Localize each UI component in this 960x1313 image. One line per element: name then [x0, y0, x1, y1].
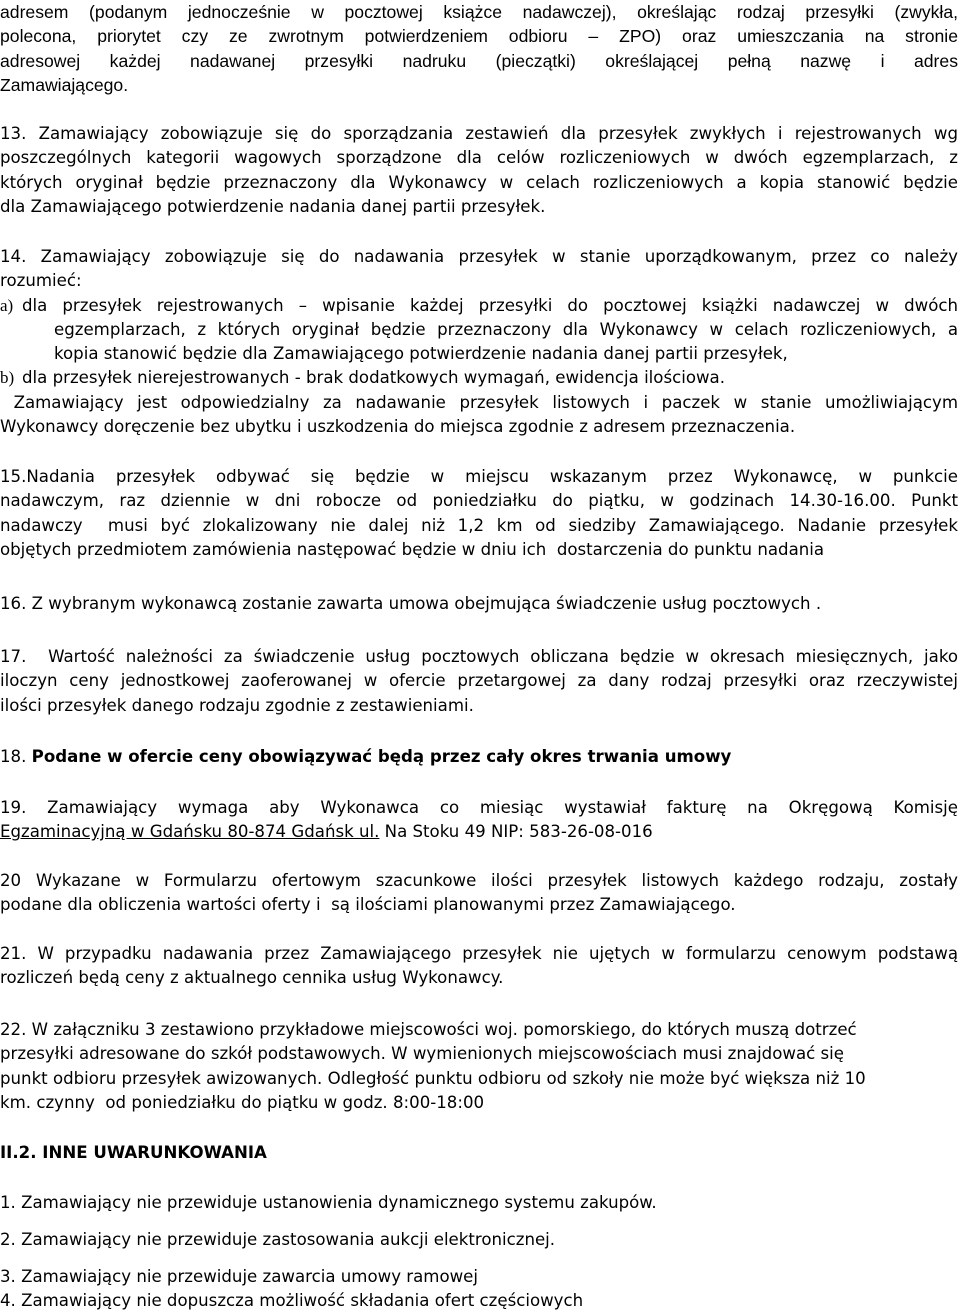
paragraph-19 [0, 796, 958, 845]
text-line: 13. Zamawiający zobowiązuje się do sporządzania zestawień dla przesyłek zwykłych i rejestrowanych wg [0, 124, 958, 143]
underlined-address: Egzaminacyjną w Gdańsku 80-874 Gdańsk ul. [0, 822, 380, 842]
list-item: 1. Zamawiający nie przewiduje ustanowienia dynamicznego systemu zakupów. [0, 1193, 657, 1212]
section-heading [0, 1141, 958, 1165]
text-line: nadawczym, raz dziennie w dni robocze od poniedziałku do piątku, w godzinach 14.30-16.00. Punkt [0, 491, 958, 511]
text-line: 16. Z wybranym wykonawcą zostanie zawarta umowa obejmująca świadczenie usług pocztowych . [0, 594, 822, 613]
text-line [0, 820, 958, 844]
text-line: 22. W załączniku 3 zestawiono przykładowe miejscowości woj. pomorskiego, do których muszą dotrzeć [0, 1020, 857, 1039]
text-line: km. czynny od poniedziałku do piątku w godz. 8:00-18:00 [0, 1092, 485, 1112]
text-line: rozumieć: [0, 271, 82, 291]
text-line: 14. Zamawiający zobowiązuje się do nadawania przesyłek w stanie uporządkowanym, przez co należy [0, 247, 958, 266]
text-line: Zamawiającego. [0, 74, 129, 95]
text-line [0, 366, 958, 390]
paragraph-number: 18. [0, 747, 32, 766]
section-item-2 [0, 1228, 958, 1252]
paragraph-18 [0, 745, 958, 769]
list-item-b [0, 366, 958, 390]
text-line: przesyłki adresowane do szkół podstawowych. W wymienionych miejscowościach musi znajdować się [0, 1044, 844, 1064]
paragraph-22 [0, 1018, 935, 1115]
text-line: ilości przesyłek danego rodzaju zgodnie z zestawieniami. [0, 695, 474, 715]
text-line: 17. Wartość należności za świadczenie usług pocztowych obliczana będzie w okresach miesięcznych, jako [0, 647, 958, 666]
paragraph-15 [0, 465, 958, 562]
text-line: 19. Zamawiający wymaga aby Wykonawca co miesiąc wystawiał fakturę na Okręgową Komisję [0, 798, 958, 817]
text-line: adresem (podanym jednocześnie w pocztowej książce nadawczej), określając rodzaj przesyłki (zwykła, [0, 2, 958, 22]
text-line: których oryginał będzie przeznaczony dla Wykonawcy w celach rozliczeniowych a kopia stanowić będzie [0, 172, 958, 192]
intro-paragraph [0, 0, 958, 97]
section-item-1 [0, 1191, 958, 1215]
paragraph-14 [0, 245, 958, 439]
text-line: nadawczy musi być zlokalizowany nie dalej niż 1,2 km od siedziby Zamawiającego. Nadanie przesyłek [0, 515, 958, 535]
list-marker: b) [0, 368, 15, 388]
list-item: 2. Zamawiający nie przewiduje zastosowania aukcji elektronicznej. [0, 1230, 556, 1249]
paragraph-20 [0, 869, 958, 918]
text-line: kopia stanowić będzie dla Zamawiającego potwierdzenie nadania danej partii przesyłek, [54, 344, 788, 364]
text-line: egzemplarzach, z których oryginał będzie przeznaczony dla Wykonawcy w celach rozliczeniowych, a [54, 319, 958, 339]
text-line: 20 Wykazane w Formularzu ofertowym szacunkowe ilości przesyłek listowych każdego rodzaju, zostały [0, 871, 958, 890]
text-line: dla Zamawiającego potwierdzenie nadania danej partii przesyłek. [0, 196, 546, 216]
section-title: II.2. INNE UWARUNKOWANIA [0, 1143, 267, 1162]
text-line: punkt odbioru przesyłek awizowanych. Odległość punktu odbioru od szkoły nie może być większa niż 10 [0, 1068, 866, 1088]
paragraph-13 [0, 122, 958, 219]
paragraph-21 [0, 942, 958, 991]
text-line: rozliczeń będą ceny z aktualnego cennika usług Wykonawcy. [0, 968, 504, 988]
list-marker: a) [0, 295, 14, 315]
text-line: Zamawiający jest odpowiedzialny za nadawanie przesyłek listowych i paczek w stanie umożliwiającym [0, 392, 958, 412]
list-item: 4. Zamawiający nie dopuszcza możliwość składania ofert częściowych [0, 1291, 584, 1310]
list-text: dla przesyłek rejestrowanych – wpisanie każdej przesyłki do pocztowej książki nadawczej w dwóch [22, 295, 958, 315]
paragraph-17 [0, 645, 958, 718]
text-line [0, 745, 958, 769]
text-line [0, 294, 958, 318]
section-item-3 [0, 1265, 958, 1289]
text-line: 21. W przypadku nadawania przez Zamawiającego przesyłek nie ujętych w formularzu cenowym podstawą [0, 944, 958, 963]
paragraph-16 [0, 592, 958, 616]
text-line: 15.Nadania przesyłek odbywać się będzie w miejscu wskazanym przez Wykonawcę, w punkcie [0, 467, 958, 486]
text-line: adresowej każdej nadawanej przesyłki nadruku (pieczątki) określającej pełną nazwę i adres [0, 50, 958, 71]
text-line: polecona, priorytet czy ze zwrotnym potwierdzeniem odbioru – ZPO) oraz umieszczania na stronie [0, 26, 958, 47]
text-line: objętych przedmiotem zamówienia następować będzie w dniu ich dostarczenia do punktu nadania [0, 539, 825, 559]
text-line: poszczególnych kategorii wagowych sporządzone dla celów rozliczeniowych w dwóch egzemplarzach, z [0, 148, 958, 168]
bold-statement: Podane w ofercie ceny obowiązywać będą przez cały okres trwania umowy [31, 747, 732, 766]
text-line: iloczyn ceny jednostkowej zaoferowanej w ofercie przetargowej za dany rodzaj przesyłki oraz rzeczywistej [0, 671, 958, 691]
list-item: 3. Zamawiający nie przewiduje zawarcia umowy ramowej [0, 1267, 478, 1286]
list-item-a [0, 294, 958, 367]
section-item-4 [0, 1289, 958, 1313]
text-line: podane dla obliczenia wartości oferty i są ilościami planowanymi przez Zamawiającego. [0, 895, 736, 915]
list-text: dla przesyłek nierejestrowanych - brak dodatkowych wymagań, ewidencja ilościowa. [22, 368, 725, 388]
address-rest: Na Stoku 49 NIP: 583-26-08-016 [379, 822, 653, 842]
text-line: Wykonawcy doręczenie bez ubytku i uszkodzenia do miejsca zgodnie z adresem przeznaczenia. [0, 417, 796, 437]
